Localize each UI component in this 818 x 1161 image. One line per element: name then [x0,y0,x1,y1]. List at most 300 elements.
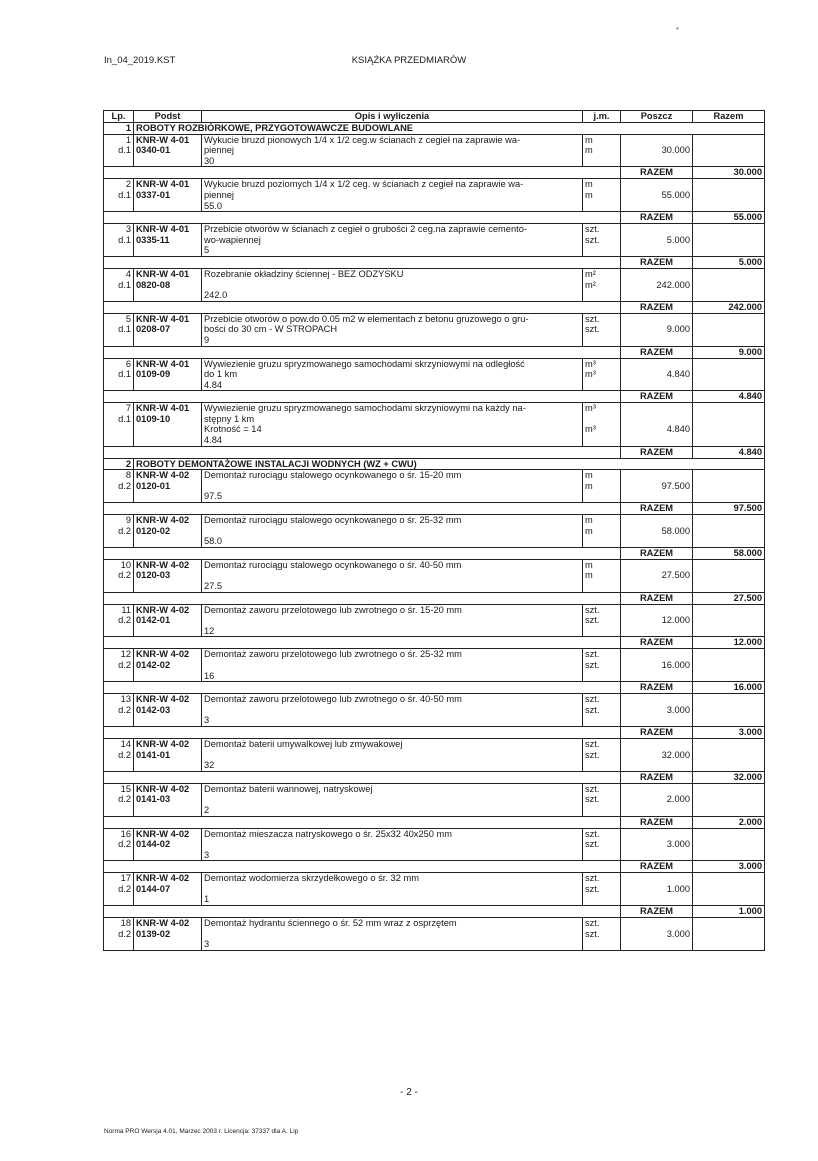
unit-label: szt. [585,828,600,839]
razem-spacer [104,726,621,738]
position-unit [583,828,621,861]
position-poszcz [621,403,693,446]
section-title: ROBOTY ROZBIÓRKOWE, PRZYGOTOWAWCZE BUDOWLANE [134,123,765,135]
poszcz-value: 3.000 [666,928,690,939]
poszcz-value: 3.000 [666,704,690,715]
razem-value: 27.500 [693,592,765,604]
position-chapter: d.1 [118,324,131,335]
description-line [204,280,580,291]
position-description [202,224,583,257]
calc-unit: szt. [585,883,600,894]
position-razem-empty [693,918,765,951]
razem-row [104,503,765,515]
razem-label: RAZEM [621,212,693,224]
position-unit [583,604,621,637]
position-chapter: d.2 [118,794,131,805]
position-basis [134,313,202,346]
razem-value: 4.840 [693,391,765,403]
razem-value: 32.000 [693,771,765,783]
basis-code: 0109-10 [136,413,171,424]
description-line: wo-wapiennej [204,234,261,245]
position-basis [134,783,202,816]
poszcz-value: 12.000 [661,615,690,626]
position-lp [104,918,134,951]
position-chapter: d.1 [118,145,131,156]
position-chapter: d.2 [118,525,131,536]
position-row [104,604,765,637]
description-line: Demontaż mieszacza natryskowego o śr. 25x32 40x250 mm [204,828,453,839]
position-row [104,134,765,167]
position-row [104,828,765,861]
calc-unit: szt. [585,324,600,335]
razem-row [104,682,765,694]
position-basis [134,224,202,257]
unit-label: szt. [585,694,600,705]
basis-catalog: KNR-W 4-02 [136,783,190,794]
page-number: - 2 - [400,1087,418,1098]
razem-spacer [104,771,621,783]
razem-value: 2.000 [693,816,765,828]
unit-label: m³ [585,358,596,369]
position-number: 4 [125,268,131,279]
position-chapter: d.2 [118,659,131,670]
calculation-line: 30 [204,155,215,166]
position-poszcz [621,738,693,771]
basis-code: 0120-01 [136,480,171,491]
poszcz-value: 32.000 [661,749,690,760]
position-lp [104,470,134,503]
calculation-line: 16 [204,670,215,681]
position-unit [583,738,621,771]
calc-unit: m² [585,279,596,290]
razem-row [104,346,765,358]
razem-row [104,906,765,918]
razem-spacer [104,301,621,313]
description-line [204,615,580,626]
poszcz-value: 97.500 [661,480,690,491]
razem-label: RAZEM [621,301,693,313]
calculation-line: Krotność = 14 [204,424,262,435]
position-chapter: d.2 [118,883,131,894]
calculation-line: 3 [204,849,210,860]
position-description [202,358,583,391]
position-lp [104,358,134,391]
position-razem-empty [693,873,765,906]
position-chapter: d.2 [118,928,131,939]
unit-label: szt. [585,649,600,660]
basis-catalog: KNR-W 4-02 [136,649,190,660]
razem-row [104,771,765,783]
basis-code: 0141-01 [136,749,171,760]
position-number: 3 [125,224,131,235]
position-chapter: d.2 [118,704,131,715]
calc-unit: m [585,525,593,536]
poszcz-value: 55.000 [661,189,690,200]
position-unit [583,313,621,346]
position-poszcz [621,694,693,727]
position-lp [104,224,134,257]
position-number: 9 [125,515,131,526]
unit-label: szt. [585,873,600,884]
razem-spacer [104,212,621,224]
position-chapter: d.2 [118,480,131,491]
section-row [104,123,765,135]
razem-label: RAZEM [621,726,693,738]
col-header-opis: Opis i wyliczenia [202,111,583,123]
basis-code: 0120-02 [136,525,171,536]
calculation-line: 242.0 [204,290,228,301]
position-unit [583,470,621,503]
basis-code: 0142-01 [136,615,171,626]
position-number: 2 [125,179,131,190]
razem-spacer [104,503,621,515]
description-line: Wywiezienie gruzu spryzmowanego samochodami skrzyniowymi na odległość [204,358,525,369]
poszcz-value: 1.000 [666,883,690,894]
poszcz-value: 9.000 [666,324,690,335]
razem-value: 55.000 [693,212,765,224]
position-unit [583,649,621,682]
position-row [104,559,765,592]
razem-value: 9.000 [693,346,765,358]
position-number: 1 [125,134,131,145]
position-number: 8 [125,470,131,481]
unit-label: m [585,470,593,481]
basis-code: 0141-03 [136,794,171,805]
position-razem-empty [693,783,765,816]
razem-label: RAZEM [621,861,693,873]
razem-row [104,637,765,649]
unit-label: m [585,179,593,190]
position-row [104,179,765,212]
col-header-poszcz: Poszcz [621,111,693,123]
position-chapter: d.1 [118,369,131,380]
position-row [104,358,765,391]
position-number: 17 [120,873,131,884]
section-row [104,458,765,470]
position-poszcz [621,604,693,637]
position-lp [104,515,134,548]
position-number: 12 [120,649,131,660]
position-poszcz [621,268,693,301]
basis-code: 0109-09 [136,369,171,380]
razem-spacer [104,637,621,649]
calculation-line: 32 [204,760,215,771]
position-poszcz [621,873,693,906]
position-row [104,649,765,682]
position-row [104,268,765,301]
col-header-podst: Podst [134,111,202,123]
razem-label: RAZEM [621,771,693,783]
poszcz-value: 58.000 [661,525,690,536]
position-razem-empty [693,470,765,503]
basis-code: 0208-07 [136,324,171,335]
calc-unit: szt. [585,659,600,670]
position-poszcz [621,828,693,861]
description-line: Wykucie bruzd pionowych 1/4 x 1/2 ceg.w ścianach z cegieł na zaprawie wa- [204,134,521,145]
razem-spacer [104,682,621,694]
description-line [204,839,580,850]
przedmiar-table [103,110,765,951]
position-basis [134,358,202,391]
position-razem-empty [693,268,765,301]
position-razem-empty [693,224,765,257]
position-unit [583,694,621,727]
unit-label: m [585,559,593,570]
basis-code: 0139-02 [136,928,171,939]
position-poszcz [621,470,693,503]
position-chapter: d.2 [118,615,131,626]
basis-catalog: KNR-W 4-01 [136,224,190,235]
basis-catalog: KNR-W 4-02 [136,738,190,749]
description-line: Przebicie otworów o pow.do 0.05 m2 w elementach z betonu gruzowego o gru- [204,313,529,324]
position-poszcz [621,918,693,951]
position-description [202,403,583,446]
position-row [104,873,765,906]
position-razem-empty [693,515,765,548]
description-line: Rozebranie okładziny ściennej - BEZ ODZYSKU [204,268,404,279]
description-line: Demontaż zaworu przelotowego lub zwrotnego o śr. 15-20 mm [204,604,462,615]
position-razem-empty [693,358,765,391]
table-header-row [104,111,765,123]
position-unit [583,783,621,816]
position-number: 14 [120,738,131,749]
razem-value: 3.000 [693,726,765,738]
calculation-line: 97.5 [204,491,223,502]
description-line: Demontaż rurociągu stalowego ocynkowanego o śr. 25-32 mm [204,515,462,526]
razem-value: 242.000 [693,301,765,313]
razem-row [104,446,765,458]
calc-unit: m [585,145,593,156]
position-unit [583,224,621,257]
position-row [104,918,765,951]
position-description [202,828,583,861]
description-line: Demontaż zaworu przelotowego lub zwrotnego o śr. 25-32 mm [204,649,462,660]
calc-unit: m³ [585,369,596,380]
position-basis [134,694,202,727]
position-description [202,268,583,301]
calculation-line: 1 [204,894,210,905]
razem-value: 58.000 [693,547,765,559]
razem-label: RAZEM [621,906,693,918]
position-basis [134,403,202,446]
razem-value: 5.000 [693,256,765,268]
position-basis [134,604,202,637]
position-number: 16 [120,828,131,839]
position-basis [134,738,202,771]
razem-row [104,212,765,224]
calc-unit: szt. [585,234,600,245]
position-row [104,694,765,727]
position-lp [104,694,134,727]
razem-value: 97.500 [693,503,765,515]
position-unit [583,403,621,446]
position-lp [104,649,134,682]
position-razem-empty [693,738,765,771]
unit-label: m [585,134,593,145]
unit-label: szt. [585,918,600,929]
basis-catalog: KNR-W 4-01 [136,313,190,324]
basis-code: 0144-07 [136,883,171,894]
basis-code: 0142-02 [136,659,171,670]
section-number: 1 [104,123,134,135]
razem-label: RAZEM [621,446,693,458]
calc-unit: m³ [585,424,596,435]
description-line: Demontaż hydrantu ściennego o śr. 52 mm wraz z osprzętem [204,918,457,929]
description-line: Demontaż zaworu przelotowego lub zwrotnego o śr. 40-50 mm [204,694,462,705]
position-description [202,649,583,682]
basis-catalog: KNR-W 4-01 [136,268,190,279]
position-razem-empty [693,313,765,346]
unit-label: szt. [585,738,600,749]
position-poszcz [621,515,693,548]
position-row [104,313,765,346]
position-poszcz [621,358,693,391]
description-line [204,705,580,716]
description-line: Przebicie otworów w ścianach z cegieł o grubości 2 ceg.na zaprawie cemento- [204,224,527,235]
position-lp [104,134,134,167]
basis-catalog: KNR-W 4-02 [136,559,190,570]
calc-unit: m [585,189,593,200]
position-number: 15 [120,783,131,794]
position-unit [583,559,621,592]
position-basis [134,559,202,592]
razem-value: 4.840 [693,446,765,458]
position-basis [134,515,202,548]
position-lp [104,873,134,906]
razem-spacer [104,816,621,828]
calc-unit: m [585,570,593,581]
position-unit [583,268,621,301]
unit-label: m³ [585,403,596,414]
position-unit [583,918,621,951]
position-razem-empty [693,694,765,727]
position-number: 6 [125,358,131,369]
position-number: 7 [125,403,131,414]
calc-unit: szt. [585,839,600,850]
razem-spacer [104,346,621,358]
position-description [202,559,583,592]
basis-catalog: KNR-W 4-01 [136,403,190,414]
unit-label: szt. [585,783,600,794]
document-title: KSIĄŻKA PRZEDMIARÓW [351,55,467,66]
calculation-line: 2 [204,804,210,815]
position-description [202,918,583,951]
razem-value: 30.000 [693,167,765,179]
position-poszcz [621,313,693,346]
poszcz-value: 4.840 [666,424,690,435]
calc-unit: szt. [585,928,600,939]
poszcz-value: 2.000 [666,794,690,805]
basis-code: 0120-03 [136,570,171,581]
position-row [104,515,765,548]
description-line: do 1 km [204,369,238,380]
calculation-line: 3 [204,715,210,726]
basis-code: 0340-01 [136,145,171,156]
description-line: Demontaż baterii wannowej, natryskowej [204,783,373,794]
position-number: 13 [120,694,131,705]
razem-row [104,726,765,738]
razem-value: 16.000 [693,682,765,694]
basis-catalog: KNR-W 4-02 [136,604,190,615]
position-poszcz [621,559,693,592]
software-footer: Norma PRO Wersja 4.01, Marzec 2003 r. Licencja: 37337 dla A. Lip [104,1128,299,1135]
scan-speck: • [676,24,679,33]
razem-row [104,861,765,873]
position-number: 10 [120,559,131,570]
razem-row [104,167,765,179]
poszcz-value: 5.000 [666,234,690,245]
position-basis [134,179,202,212]
unit-label: m² [585,268,596,279]
description-line [204,660,580,671]
position-poszcz [621,224,693,257]
calc-unit: szt. [585,794,600,805]
position-lp [104,783,134,816]
razem-label: RAZEM [621,637,693,649]
basis-catalog: KNR-W 4-02 [136,828,190,839]
calculation-line: 55.0 [204,200,223,211]
razem-label: RAZEM [621,167,693,179]
razem-label: RAZEM [621,503,693,515]
position-basis [134,873,202,906]
position-chapter: d.1 [118,189,131,200]
position-basis [134,134,202,167]
position-razem-empty [693,179,765,212]
calculation-line: 4.84 [204,379,223,390]
description-line: stępny 1 km [204,413,255,424]
position-unit [583,134,621,167]
calculation-line: 9 [204,334,210,345]
position-row [104,738,765,771]
basis-code: 0144-02 [136,839,171,850]
basis-catalog: KNR-W 4-01 [136,134,190,145]
position-chapter: d.2 [118,570,131,581]
position-poszcz [621,649,693,682]
position-description [202,873,583,906]
poszcz-value: 30.000 [661,145,690,156]
position-lp [104,559,134,592]
col-header-razem: Razem [693,111,765,123]
position-chapter: d.2 [118,839,131,850]
position-razem-empty [693,604,765,637]
poszcz-value: 16.000 [661,659,690,670]
razem-row [104,391,765,403]
position-description [202,179,583,212]
razem-label: RAZEM [621,592,693,604]
calc-unit: szt. [585,749,600,760]
description-line: Wykucie bruzd poziomych 1/4 x 1/2 ceg. w ścianach z cegieł na zaprawie wa- [204,179,524,190]
description-line [204,884,580,895]
position-description [202,470,583,503]
position-razem-empty [693,403,765,446]
position-lp [104,313,134,346]
position-unit [583,873,621,906]
razem-spacer [104,592,621,604]
position-poszcz [621,134,693,167]
position-description [202,783,583,816]
description-line: piennej [204,145,234,156]
razem-spacer [104,906,621,918]
position-chapter: d.1 [118,413,131,424]
basis-catalog: KNR-W 4-02 [136,694,190,705]
section-number: 2 [104,458,134,470]
razem-label: RAZEM [621,816,693,828]
description-line [204,481,580,492]
position-lp [104,828,134,861]
basis-catalog: KNR-W 4-02 [136,515,190,526]
position-description [202,134,583,167]
description-line: bości do 30 cm - W STROPACH [204,324,338,335]
